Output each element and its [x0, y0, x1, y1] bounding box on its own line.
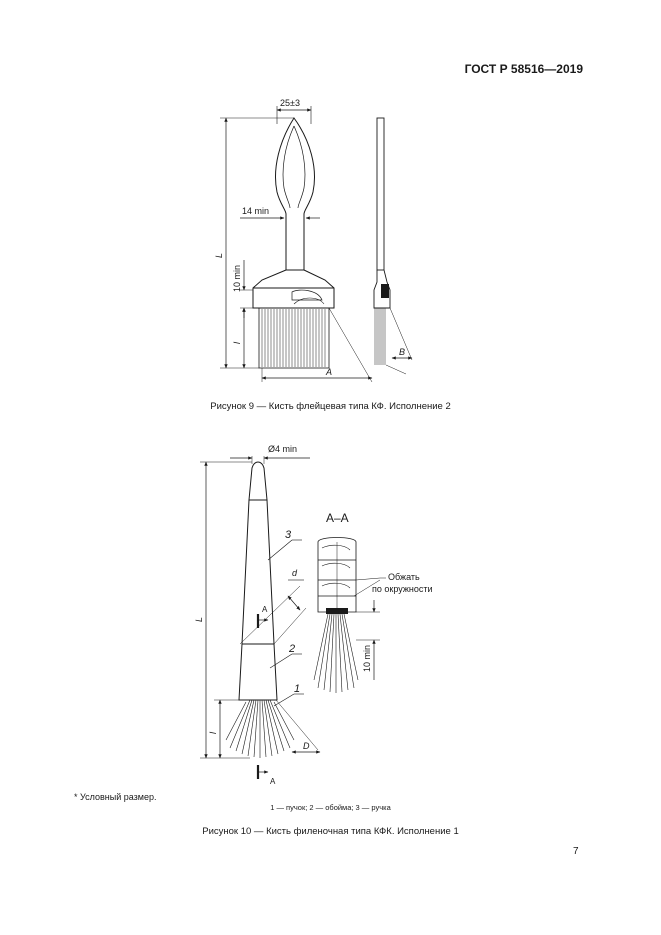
fig10-part-2: 2 — [289, 643, 296, 655]
fig9-ferrule — [253, 270, 334, 308]
fig10-part-3: 3 — [285, 529, 292, 541]
footnote: * Условный размер. — [74, 792, 157, 802]
standard-header: ГОСТ Р 58516—2019 — [464, 62, 583, 76]
section-AA — [314, 538, 386, 694]
fig10-dim-D: D — [303, 741, 310, 751]
fig9-handle — [276, 118, 315, 270]
fig10-dim-d: d — [292, 568, 298, 578]
fig10-section-marker-bottom: A — [270, 777, 276, 786]
section-title: А–А — [326, 511, 349, 525]
fig10-dim-L: L — [194, 616, 204, 622]
fig9-dim-A: A — [326, 367, 333, 377]
section-dim-10min: 10 min — [362, 644, 372, 672]
fig10-section-marker-top: A — [262, 605, 268, 614]
section-note-line1: Обжать — [388, 572, 420, 582]
fig10-ferrule — [239, 644, 277, 700]
section-note-line2: по окружности — [372, 584, 433, 594]
fig9-side-handle — [377, 118, 384, 270]
fig9-dim-neck: 14 min — [242, 206, 270, 216]
fig10-tuft — [226, 700, 294, 758]
fig9-dim-width: 25±3 — [280, 98, 300, 108]
page-number: 7 — [573, 846, 579, 857]
fig9-dim-L: L — [214, 252, 224, 258]
figure9-drawing — [220, 106, 412, 382]
figure9-caption: Рисунок 9 — Кисть флейцевая типа КФ. Исполнение 2 — [210, 401, 451, 412]
fig10-dim-l: l — [208, 732, 218, 734]
figure10-legend: 1 — пучок; 2 — обойма; 3 — ручка — [270, 803, 391, 812]
fig9-dim-10min: 10 min — [232, 264, 242, 292]
fig9-bristles — [259, 308, 329, 368]
fig10-part-1: 1 — [294, 683, 301, 695]
fig10-dim-dia: Ø4 min — [268, 444, 298, 454]
fig10-handle-tip — [249, 462, 267, 500]
figure10-caption: Рисунок 10 — Кисть филеночная типа КФК. Исполнение 1 — [202, 826, 459, 837]
fig9-bristle-lines — [262, 309, 325, 367]
figure10-drawing — [200, 456, 386, 779]
fig9-dim-B: B — [399, 347, 406, 357]
fig9-dim-l: l — [232, 342, 242, 344]
